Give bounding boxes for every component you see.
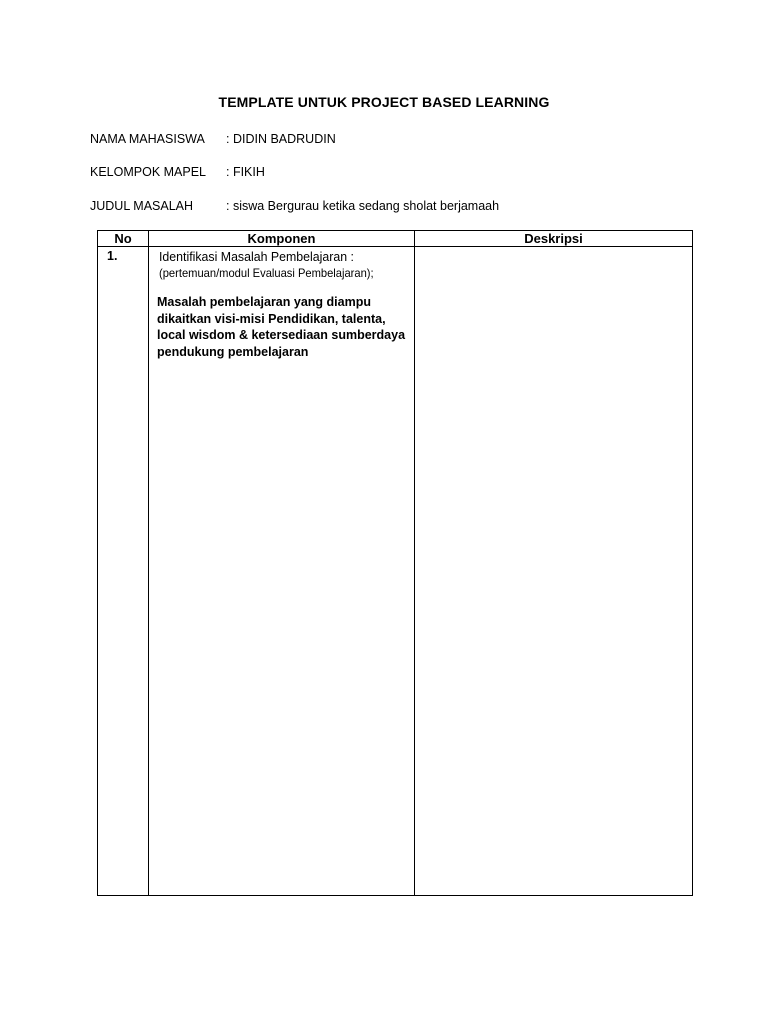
field-label: KELOMPOK MAPEL [90, 165, 207, 179]
field-value: : DIDIN BADRUDIN [226, 132, 336, 146]
field-value: : siswa Bergurau ketika sedang sholat berjamaah [226, 199, 500, 213]
document-title: TEMPLATE UNTUK PROJECT BASED LEARNING [218, 94, 550, 110]
cell-komponen [149, 247, 415, 896]
field-label: JUDUL MASALAH [90, 199, 194, 213]
field-value: : FIKIH [226, 165, 265, 179]
komponen-subheading: (pertemuan/modul Evaluasi Pembelajaran); [159, 266, 374, 280]
field-label: NAMA MAHASISWA [90, 132, 205, 146]
header-komponen: Komponen [149, 231, 415, 247]
table-row [98, 247, 693, 896]
project-table [97, 230, 693, 896]
table-header-row [98, 231, 693, 247]
header-deskripsi: Deskripsi [415, 231, 693, 247]
cell-deskripsi[interactable] [415, 247, 693, 896]
komponen-heading: Identifikasi Masalah Pembelajaran : [159, 249, 354, 264]
komponen-description: Masalah pembelajaran yang diampu dikaitkan visi-misi Pendidikan, talenta, local wisdom & ketersediaan sumberdaya pendukung pembelajaran [157, 295, 406, 359]
header-no: No [98, 231, 149, 247]
cell-no: 1. [98, 247, 149, 896]
